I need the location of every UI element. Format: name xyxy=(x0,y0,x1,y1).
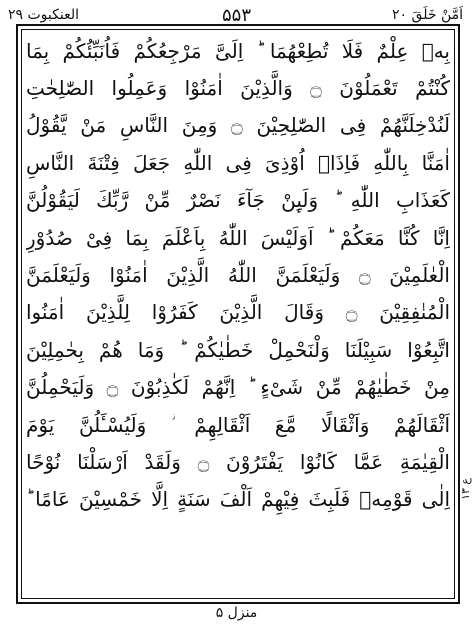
text-line xyxy=(26,406,450,443)
line-text: بِهٖ عِلْمٌ فَلَا تُطِعْهُمَا ؕ اِلَیَّ مَرْجِعُكُمْ فَاُنَبِّئُكُمْ بِمَا xyxy=(26,38,450,63)
line-text: كُنْتُمْ تَعْمَلُوْنَ ۝ وَالَّذِیْنَ اٰمَنُوْا وَعَمِلُوا الصّٰلِحٰتِ xyxy=(26,76,450,101)
line-text: اِنَّا كُنَّا مَعَكُمْ ؕ اَوَلَیْسَ اللّٰهُ بِاَعْلَمَ بِمَا فِیْ صُدُوْرِ xyxy=(26,225,450,250)
line-text: كَعَذَابِ اللّٰهِ ؕ وَلَىِٕنْ جَآءَ نَصْرٌ مِّنْ رَّبِّكَ لَیَقُوْلُنَّ xyxy=(26,188,450,213)
line-text: اتَّبِعُوْا سَبِیْلَنَا وَلْنَحْمِلْ خَطٰیٰكُمْ ؕ وَمَا هُمْ بِحٰمِلِیْنَ xyxy=(26,337,450,362)
text-line xyxy=(26,32,450,69)
text-line xyxy=(26,443,450,480)
text-line xyxy=(26,256,450,293)
line-text: اَثْقَالَهُمْ وَاَثْقَالًا مَّعَ اَثْقَالِهِمْ ؗ وَلَیُسْـَٔلُنَّ یَوْمَ xyxy=(26,412,450,437)
surah-label: العنکبوت ۲۹ xyxy=(8,7,79,23)
text-line xyxy=(26,69,450,106)
line-text: الْقِیٰمَةِ عَمَّا كَانُوْا یَفْتَرُوْنَ ۝ وَلَقَدْ اَرْسَلْنَا نُوْحًا xyxy=(26,449,450,474)
ruku-margin-note: ع ۱۳ xyxy=(459,478,472,500)
text-line xyxy=(26,219,450,256)
manzil-footer: منزل ۵ xyxy=(215,605,258,621)
line-text: الْمُنٰفِقِیْنَ ۝ وَقَالَ الَّذِیْنَ كَفَرُوْا لِلَّذِیْنَ اٰمَنُوا xyxy=(26,300,450,325)
line-text: اٰمَنَّا بِاللّٰهِ فَاِذَاۤ اُوْذِیَ فِی اللّٰهِ جَعَلَ فِتْنَةَ النَّاسِ xyxy=(26,150,450,175)
text-line xyxy=(26,331,450,368)
text-body xyxy=(26,32,450,594)
line-text: مِنْ خَطٰیٰهُمْ مِّنْ شَیْءٍ ؕ اِنَّهُمْ لَكٰذِبُوْنَ ۝ وَلَیَحْمِلُنَّ xyxy=(26,375,450,400)
text-line xyxy=(26,294,450,331)
page-number: ۵۵۳ xyxy=(221,5,251,26)
line-text: لَنُدْخِلَنَّهُمْ فِی الصّٰلِحِیْنَ ۝ وَمِنَ النَّاسِ مَنْ یَّقُوْلُ xyxy=(26,113,450,138)
text-line xyxy=(26,107,450,144)
line-text: اِلٰی قَوْمِهٖ فَلَبِثَ فِیْهِمْ اَلْفَ سَنَةٍ اِلَّا خَمْسِیْنَ عَامًا ؕ xyxy=(26,487,450,512)
juz-label: اَمَّنْ خَلَقَ ۲۰ xyxy=(392,7,463,23)
text-line xyxy=(26,182,450,219)
text-line xyxy=(26,144,450,181)
text-line xyxy=(26,481,450,518)
line-text: الْعٰلَمِیْنَ ۝ وَلَیَعْلَمَنَّ اللّٰهُ الَّذِیْنَ اٰمَنُوْا وَلَیَعْلَمَنَّ xyxy=(26,263,450,288)
text-line xyxy=(26,369,450,406)
